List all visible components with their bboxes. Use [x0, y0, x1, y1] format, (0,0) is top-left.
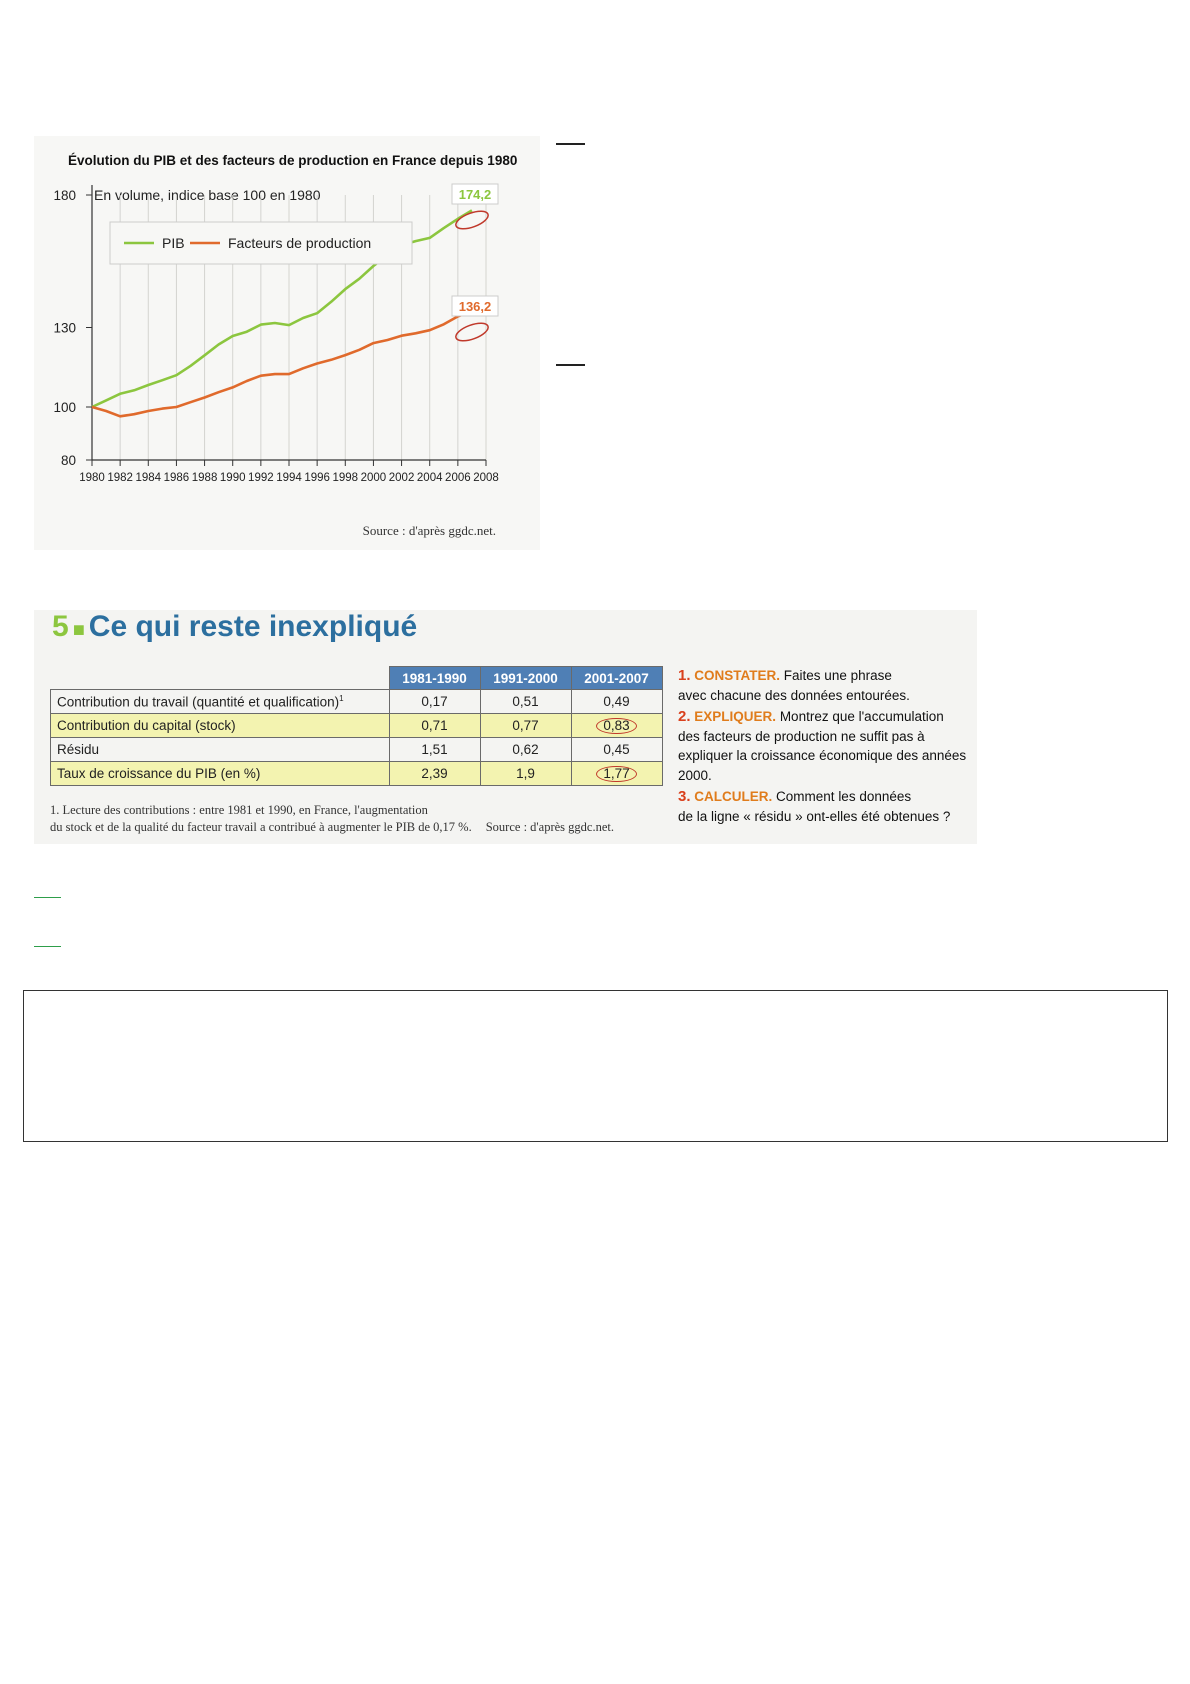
table-cell: 0,45 [571, 738, 662, 762]
x-tick-label: 1980 [79, 472, 105, 484]
x-tick-label: 1988 [191, 472, 218, 484]
side-mark-mid [556, 364, 585, 366]
table-row [51, 738, 663, 762]
legend-label-facteurs: Facteurs de production [228, 235, 372, 251]
section-number: 5 [52, 610, 69, 643]
x-tick-label: 2008 [473, 472, 499, 484]
x-tick-label: 1996 [304, 472, 330, 484]
chart-subtitle: En volume, indice base 100 en 1980 [94, 187, 321, 203]
table-row [51, 690, 663, 714]
section-title: 5 ■ Ce qui reste inexpliqué [52, 610, 418, 643]
y-tick-label: 80 [60, 453, 76, 468]
x-tick-label: 2000 [360, 472, 387, 484]
x-tick-label: 1992 [248, 472, 274, 484]
table-cell: 0,17 [389, 690, 480, 714]
question-item: 1. CONSTATER. Faites une phrase avec chacune des données entourées. [678, 667, 910, 703]
contributions-table [50, 666, 663, 786]
row-label: Contribution du capital (stock) [51, 714, 390, 738]
x-tick-label: 1984 [135, 472, 162, 484]
legend [110, 222, 412, 264]
footnote-line: 1. Lecture des contributions : entre 1981 et 1990, en France, l'augmentation [50, 803, 428, 817]
x-tick-label: 1982 [107, 472, 133, 484]
column-header: 1991-2000 [480, 667, 571, 690]
table-cell: 0,77 [480, 714, 571, 738]
annotation-facteurs-final: 136,2 [458, 299, 492, 314]
footnote-line: du stock et de la qualité du facteur travail a contribué à augmenter le PIB de 0,17 %. Source : d'après ggdc.net. [50, 820, 614, 834]
legend-label-pib: PIB [162, 235, 185, 251]
annotations [452, 184, 498, 344]
table-footnote [50, 802, 614, 836]
table-cell: 1,9 [480, 762, 571, 786]
x-tick-label: 2002 [388, 472, 415, 484]
chart-panel [34, 136, 540, 550]
table-panel [34, 610, 977, 844]
table-cell: 1,51 [389, 738, 480, 762]
x-tick-label: 1986 [163, 472, 190, 484]
table-cell: 0,49 [571, 690, 662, 714]
x-tick-label: 2004 [416, 472, 443, 484]
table-cell: 0,71 [389, 714, 480, 738]
green-answer-mark [34, 946, 61, 947]
table-cell: 2,39 [389, 762, 480, 786]
table-row [51, 762, 663, 786]
side-mark-top [556, 143, 585, 145]
y-tick-label: 130 [53, 320, 76, 336]
x-tick-label: 1994 [276, 472, 302, 484]
column-header: 2001-2007 [571, 667, 662, 690]
line-chart [34, 136, 540, 550]
table-cell: 0,51 [480, 690, 571, 714]
x-tick-label: 1998 [332, 472, 359, 484]
table-row [51, 714, 663, 738]
green-answer-mark [34, 897, 61, 898]
questions [678, 666, 978, 828]
x-tick-label: 2006 [445, 472, 471, 484]
chart-source: Source : d'après ggdc.net. [362, 523, 496, 538]
table-cell-circled: 1,77 [571, 762, 662, 786]
section-title-text: Ce qui reste inexpliqué [88, 610, 418, 643]
chart-title: Évolution du PIB et des facteurs de production en France depuis 1980 [68, 153, 518, 168]
y-tick-label: 180 [53, 188, 76, 203]
annotation-pib-final: 174,2 [458, 187, 492, 202]
series-line-facteurs [92, 311, 472, 416]
x-tick-label: 1990 [219, 472, 246, 484]
question-item: 3. CALCULER. Comment les données de la ligne « résidu » ont-elles été obtenues ? [678, 788, 951, 824]
circle-marker-facteurs [454, 320, 491, 345]
row-label: Contribution du travail (quantité et qualification)$^1$ [51, 690, 390, 714]
table-cell-circled: 0,83 [571, 714, 662, 738]
table-header-row [51, 667, 663, 690]
footnote-marker: 1 [339, 693, 344, 703]
table-cell: 0,62 [480, 738, 571, 762]
row-label: Résidu [51, 738, 390, 762]
y-tick-label: 100 [53, 400, 76, 415]
column-header: 1981-1990 [389, 667, 480, 690]
row-label: Taux de croissance du PIB (en %) [51, 762, 390, 786]
answer-box[interactable] [23, 990, 1168, 1142]
table-source: Source : d'après ggdc.net. [485, 820, 614, 834]
question-item: 2. EXPLIQUER. Montrez que l'accumulation des facteurs de production ne suffit pas à expliquer la croissance économique des années 2000. [678, 708, 967, 783]
